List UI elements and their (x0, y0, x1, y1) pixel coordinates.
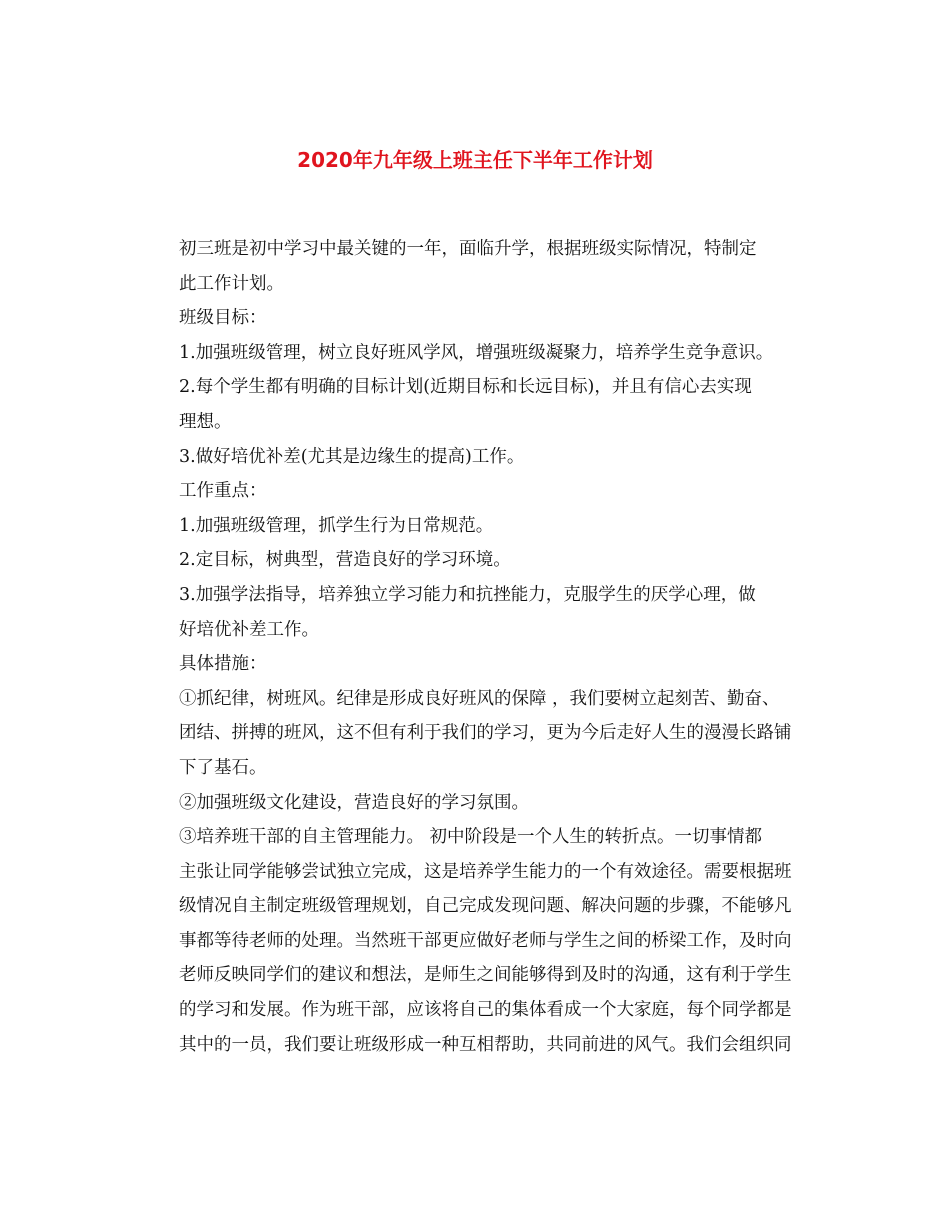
paragraph (144, 301, 809, 336)
paragraph-line: 级情况自主制定班级管理规划，自己完成发现问题、解决问题的步骤，不能够凡 (179, 896, 792, 917)
paragraph-line: 主张让同学能够尝试独立完成，这是培养学生能力的一个有效途径。需要根据班 (179, 861, 792, 882)
paragraph (144, 543, 809, 578)
paragraph-line: 1.加强班级管理，抓学生行为日常规范。 (179, 515, 494, 536)
paragraph (144, 682, 809, 786)
paragraph-line: 初三班是初中学习中最关键的一年，面临升学，根据班级实际情况，特制定 (179, 239, 757, 259)
paragraph (144, 370, 809, 439)
paragraph-line: 理想。 (179, 411, 232, 432)
paragraph-line: 团结、拼搏的班风，这不但有利于我们的学习，更为今后走好人生的漫漫长路铺 (179, 723, 792, 744)
paragraph-line: 好培优补差工作。 (179, 619, 319, 640)
paragraph (144, 578, 809, 647)
paragraph (144, 509, 809, 544)
paragraph-line: 2.定目标，树典型，营造良好的学习环境。 (179, 550, 511, 571)
paragraph-line: ②加强班级文化建设，营造良好的学习氛围。 (179, 792, 529, 813)
paragraph (144, 440, 809, 475)
paragraph (144, 474, 809, 509)
paragraph-line: 班级目标： (179, 308, 267, 329)
paragraph (144, 336, 809, 371)
paragraph-line: ③培养班干部的自主管理能力。 初中阶段是一个人生的转折点。一切事情都 (179, 827, 763, 848)
paragraph-line: 下了基石。 (179, 757, 267, 778)
paragraph-line: 事都等待老师的处理。当然班干部更应做好老师与学生之间的桥梁工作，及时向 (179, 930, 792, 951)
document-title: 2020年九年级上班主任下半年工作计划 (297, 148, 653, 172)
paragraph (144, 820, 809, 1062)
paragraph-line: 工作重点： (179, 481, 267, 502)
paragraph-line: 此工作计划。 (179, 273, 284, 294)
paragraph (144, 647, 809, 682)
paragraph-line: 老师反映同学们的建议和想法，是师生之间能够得到及时的沟通，这有利于学生 (179, 965, 792, 986)
paragraph-line: 其中的一员，我们要让班级形成一种互相帮助，共同前进的风气。我们会组织同 (179, 1034, 792, 1055)
paragraph (144, 232, 809, 301)
paragraph-line: 的学习和发展。作为班干部，应该将自己的集体看成一个大家庭，每个同学都是 (179, 1000, 792, 1021)
document-body (144, 232, 809, 1062)
paragraph-line: 1.加强班级管理，树立良好班风学风，增强班级凝聚力，培养学生竞争意识。 (179, 342, 774, 363)
paragraph (144, 786, 809, 821)
paragraph-line: 2.每个学生都有明确的目标计划(近期目标和长远目标)，并且有信心去实现 (179, 377, 752, 398)
paragraph-line: 3.加强学法指导，培养独立学习能力和抗挫能力，克服学生的厌学心理，做 (179, 584, 756, 605)
paragraph-line: ①抓纪律，树班风。纪律是形成良好班风的保障 ，我们要树立起刻苦、勤奋、 (179, 688, 780, 709)
paragraph-line: 3.做好培优补差(尤其是边缘生的提高)工作。 (179, 446, 525, 467)
paragraph-line: 具体措施： (179, 654, 267, 675)
